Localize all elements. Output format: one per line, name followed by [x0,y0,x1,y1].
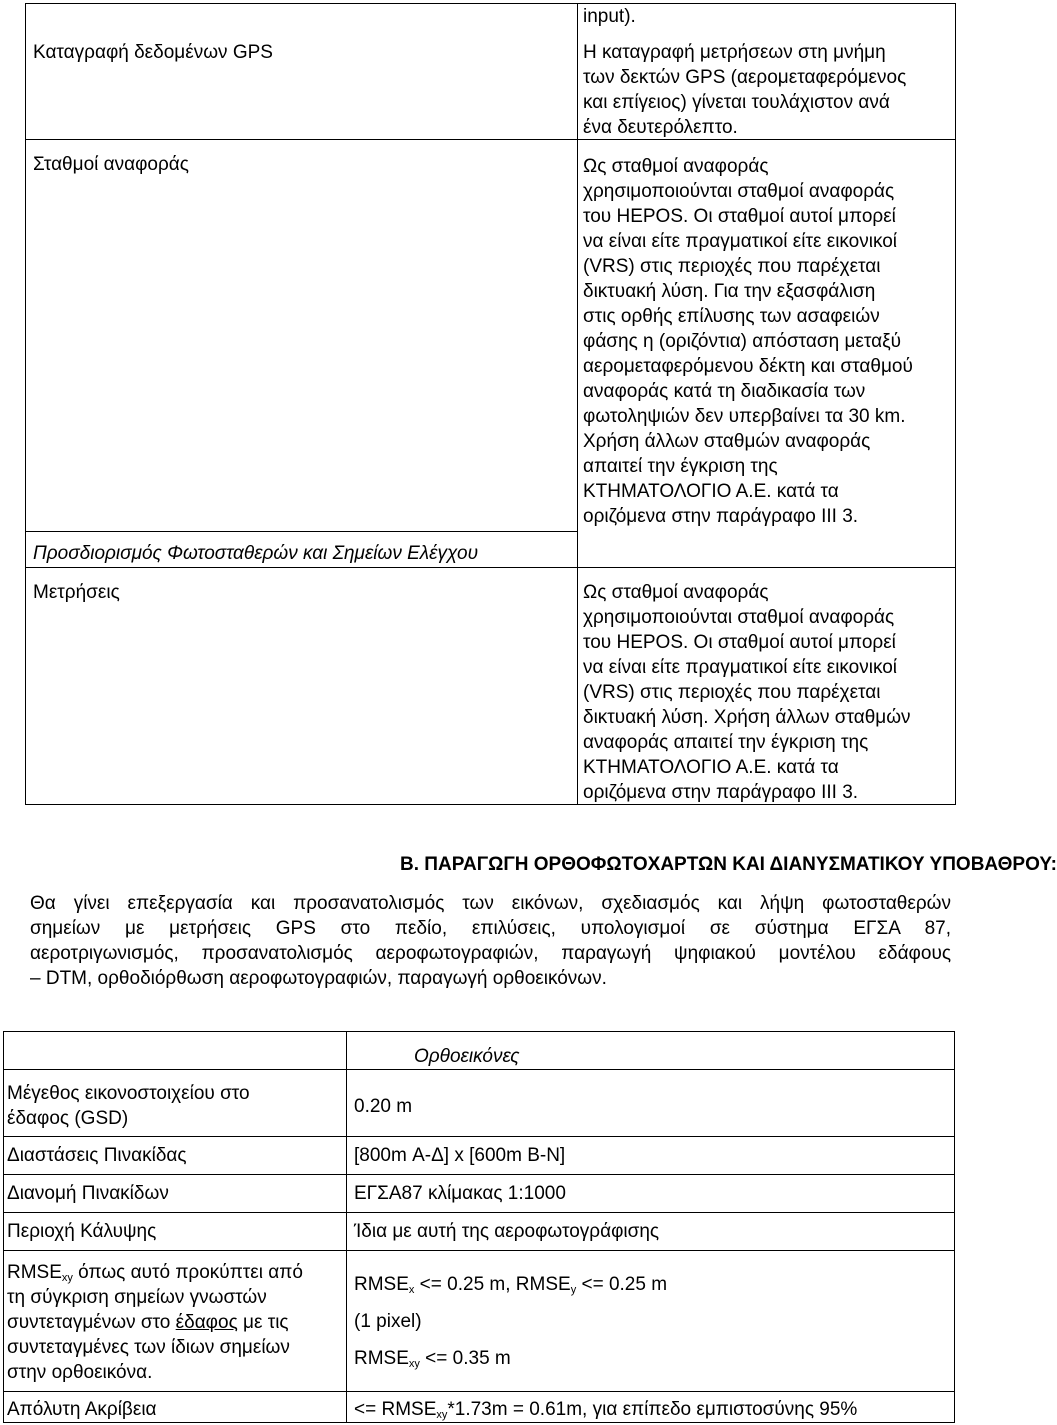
paragraph-line: σημείων με μετρήσεις GPS στο πεδίο, επιλύσεις, υπολογισμοί σε σύστημα ΕΓΣΑ 87, [30,918,951,939]
text-line: ΚΤΗΜΑΤΟΛΟΓΙΟ Α.Ε. κατά τα [583,757,839,778]
ortho-table-col-divider [346,1031,347,1423]
text-line: (VRS) στις περιοχές που παρέχεται [583,682,881,703]
rmse-label-line: συντεταγμένων στο έδαφος με τις [7,1312,289,1333]
ortho-table-row-divider [3,1069,954,1070]
ortho-table-header: Ορθοεικόνες [414,1046,520,1067]
text-line: Ως σταθμοί αναφοράς [583,156,769,177]
rmse-label-line: στην ορθοεικόνα. [7,1362,153,1383]
text-line: απαιτεί την έγκριση της [583,456,778,477]
text-line: Ως σταθμοί αναφοράς [583,582,769,603]
ortho-table-row-divider [3,1250,954,1251]
rmse-value-line: $RMSE_x <= 0.25$ m, $RMSE_y <= 0.25$ m [354,1274,668,1296]
ortho-table-border-top [3,1031,954,1032]
rmse-label-line: συντεταγμένες των ίδιων σημείων [7,1337,290,1358]
coverage-area-value: Ίδια με αυτή της αεροφωτογράφισης [354,1221,660,1242]
ortho-table-row-divider [3,1174,954,1175]
reference-stations-label: Σταθμοί αναφοράς [33,154,189,175]
text-line: αναφοράς κατά τη διαδικασία των [583,381,866,402]
text-line: και επίγειος) γίνεται τουλάχιστον ανά [583,92,890,113]
tile-distribution-value: ΕΓΣΑ87 κλίμακας 1:1000 [354,1183,566,1204]
rmse-value-line: $RMSE_{xy} <= 0.35$ m [354,1348,511,1370]
top-table-row-divider [25,531,577,532]
gsd-label-line: Μέγεθος εικονοστοιχείου στο [7,1083,250,1104]
gps-logging-label: Καταγραφή δεδομένων GPS [33,42,273,63]
rmse-value-line: (1 pixel) [354,1311,422,1332]
text-line: αναφοράς απαιτεί την έγκριση της [583,732,869,753]
tile-dimensions-value: [800m Α-Δ] x [600m Β-Ν] [354,1145,566,1166]
text-line: ΚΤΗΜΑΤΟΛΟΓΙΟ Α.Ε. κατά τα [583,481,839,502]
top-table-border-right [955,3,956,805]
text-line: input). [583,6,636,27]
section-b-heading: Β. ΠΑΡΑΓΩΓΗ ΟΡΘΟΦΩΤΟΧΑΡΤΩΝ ΚΑΙ ΔΙΑΝΥΣΜΑΤΙΚΟΥ ΥΠΟΒΑΘΡΟΥ: [400,854,1057,875]
paragraph-line: – DTM, ορθοδιόρθωση αεροφωτογραφιών, παραγωγή ορθοεικόνων. [30,968,607,989]
ortho-table-row-divider [3,1136,954,1137]
rmse-label-line: $RMSE_{xy}$ όπως αυτό προκύπτει από [7,1262,303,1284]
text-line: χρησιμοποιούνται σταθμοί αναφοράς [583,181,895,202]
coverage-area-label: Περιοχή Κάλυψης [7,1221,157,1242]
tile-dimensions-label: Διαστάσεις Πινακίδας [7,1145,187,1166]
paragraph-line: Θα γίνει επεξεργασία και προσανατολισμός των εικόνων, σχεδιασμός και λήψη φωτοσταθερών [30,893,951,914]
ortho-table-row-divider [3,1391,954,1392]
text-line: ένα δευτερόλεπτο. [583,117,738,138]
ortho-table-border-left [3,1031,4,1423]
text-line: του HEPOS. Οι σταθμοί αυτοί μπορεί [583,632,896,653]
top-table-col-divider [577,3,578,805]
tile-distribution-label: Διανομή Πινακίδων [7,1183,169,1204]
text-line: του HEPOS. Οι σταθμοί αυτοί μπορεί [583,206,896,227]
section-b-paragraph [30,891,951,991]
paragraph-line: αεροτριγωνισμός, προσανατολισμός αεροφωτογραφιών, παραγωγή ψηφιακού μοντέλου εδάφους [30,943,951,964]
top-table-border-top [25,3,955,4]
text-line: (VRS) στις περιοχές που παρέχεται [583,256,881,277]
rmse-label-line: τη σύγκριση σημείων γνωστών [7,1287,267,1308]
ortho-table-border-right [954,1031,955,1423]
text-line: των δεκτών GPS (αερομεταφερόμενος [583,67,907,88]
top-table-row-divider [25,139,955,140]
top-table-row-divider [25,567,955,568]
section-header: Προσδιορισμός Φωτοσταθερών και Σημείων Ελέγχου [33,543,479,564]
absolute-accuracy-value: <= $RMSE_{xy}*1.73m = 0.61m$, για επίπεδο εμπιστοσύνης 95% [354,1399,858,1421]
text-line: να είναι είτε πραγματικοί είτε εικονικοί [583,657,898,678]
ortho-table-border-bottom [3,1422,954,1423]
text-line: Χρήση άλλων σταθμών αναφοράς [583,431,871,452]
text-line: οριζόμενα στην παράγραφο ΙΙΙ 3. [583,506,859,527]
gsd-label-line: έδαφος (GSD) [7,1108,129,1129]
measurements-label: Μετρήσεις [33,582,120,603]
text-line: φάσης η (οριζόντια) απόσταση μεταξύ [583,331,902,352]
text-line: φωτοληψιών δεν υπερβαίνει τα 30 km. [583,406,906,427]
text-line: να είναι είτε πραγματικοί είτε εικονικοί [583,231,898,252]
absolute-accuracy-label: Απόλυτη Ακρίβεια [7,1399,157,1420]
text-line: δικτυακή λύση. Χρήση άλλων σταθμών [583,707,911,728]
text-line: δικτυακή λύση. Για την εξασφάλιση [583,281,876,302]
text-line: στις ορθής επίλυσης των ασαφειών [583,306,880,327]
gsd-value: 0.20 m [354,1096,413,1117]
text-line: αερομεταφερόμενου δέκτη και σταθμού [583,356,913,377]
top-table-border-left [25,3,26,805]
ortho-table-row-divider [3,1212,954,1213]
text-line: Η καταγραφή μετρήσεων στη μνήμη [583,42,886,63]
text-line: οριζόμενα στην παράγραφο ΙΙΙ 3. [583,782,859,803]
text-line: χρησιμοποιούνται σταθμοί αναφοράς [583,607,895,628]
